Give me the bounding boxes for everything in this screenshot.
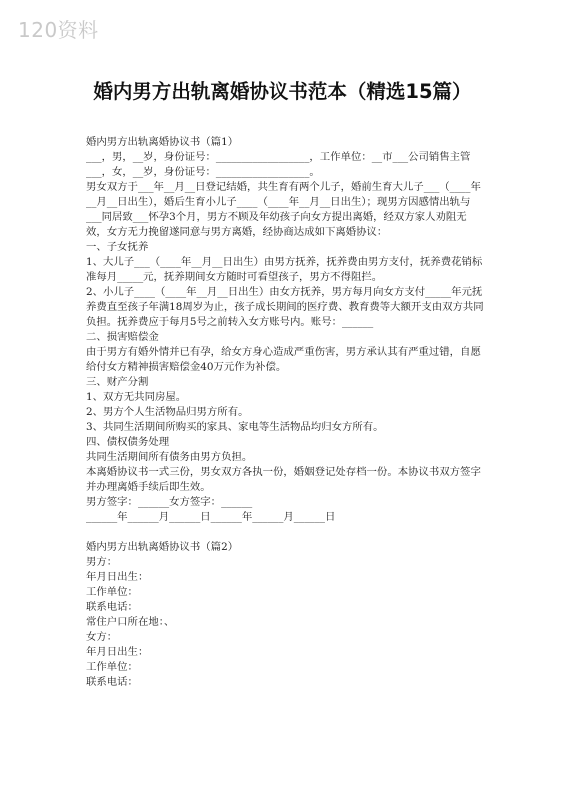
- section-heading: 婚内男方出轨离婚协议书（篇1）: [86, 136, 239, 148]
- form-field: 联系电话：: [86, 601, 138, 613]
- section-heading: 二、损害赔偿金: [86, 331, 159, 343]
- form-field: 年月日出生：: [86, 646, 149, 658]
- watermark-logo: 120资料: [18, 18, 99, 42]
- paragraph: 1、双方无共同房屋。: [86, 391, 187, 403]
- paragraph: 3、共同生活期间所购买的家具、家电等生活物品均归女方所有。: [86, 421, 384, 433]
- form-field: 工作单位：: [86, 661, 138, 673]
- paragraph: ___，女，__岁，身份证号：__________________。: [86, 166, 320, 178]
- section-heading: 婚内男方出轨离婚协议书（篇2）: [86, 541, 239, 553]
- section-heading: 三、财产分割: [86, 376, 149, 388]
- document-body: [86, 135, 486, 690]
- form-field: 年月日出生：: [86, 571, 149, 583]
- paragraph: 男女双方于___年__月__日登记结婚，共生育有两个儿子，婚前生育大儿子___（____年__月__日出生），婚后生育小儿子____（____年__月__日出生）；现男方因感情出轨与___同居致___怀孕3个月，男方不顾及年幼孩子向女方提出离婚，经双方家人劝阻无效，女方无力挽留遂同意与男方离婚，经协商达成如下离婚协议：: [86, 181, 481, 238]
- paragraph: ___，男，__岁，身份证号：__________________，工作单位：__市___公司销售主管: [86, 151, 471, 163]
- form-field: 联系电话：: [86, 676, 138, 688]
- paragraph: 由于男方有婚外情并已有孕，给女方身心造成严重伤害，男方承认其有严重过错，自愿给付女方精神损害赔偿金40万元作为补偿。: [86, 346, 481, 373]
- paragraph: 共同生活期间所有债务由男方负担。: [86, 451, 253, 463]
- form-field: 工作单位：: [86, 586, 138, 598]
- section-heading: 一、子女抚养: [86, 241, 149, 253]
- signature-line: 男方签字：______女方签字：______: [86, 496, 253, 508]
- paragraph: 本离婚协议书一式三份，男女双方各执一份，婚姻登记处存档一份。本协议书双方签字并办理离婚手续后即生效。: [86, 466, 481, 493]
- paragraph: 1、大儿子___（____年__月__日出生）由男方抚养，抚养费由男方支付，抚养费花销标准每月_____元，抚养期间女方随时可看望孩子，男方不得阻拦。: [86, 256, 483, 283]
- form-field: 男方：: [86, 556, 118, 568]
- document-title: 婚内男方出轨离婚协议书范本（精选15篇）: [93, 80, 472, 103]
- date-line: ______年______月______日______年______月______日: [86, 511, 336, 523]
- section-heading: 四、债权债务处理: [86, 436, 170, 448]
- section-spacer: [86, 525, 486, 540]
- form-field: 女方：: [86, 631, 118, 643]
- form-field: 常住户口所在地：、: [86, 616, 175, 628]
- paragraph: 2、男方个人生活物品归男方所有。: [86, 406, 249, 418]
- paragraph: 2、小儿子____（____年__月__日出生）由女方抚养，男方每月向女方支付_____年元抚养费直至孩子年满18周岁为止，孩子成长期间的医疗费、教育费等大额开支由双方共同负担。抚养费应于每月5号之前转入女方账号内。账号：______: [86, 286, 484, 328]
